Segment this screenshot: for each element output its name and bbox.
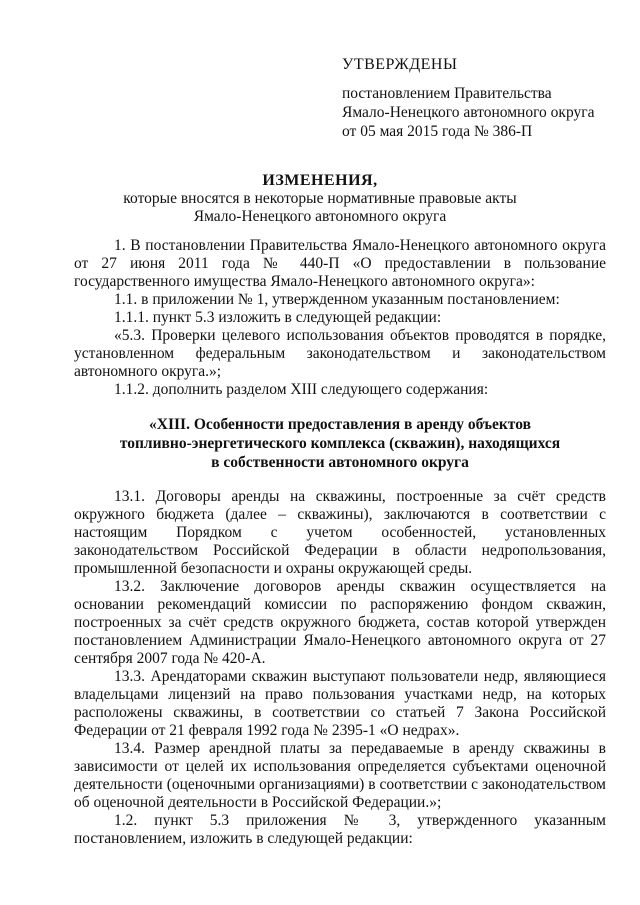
paragraph-1-1-1: 1.1.1. пункт 5.3 изложить в следующей редакции: — [114, 309, 442, 326]
clause-13-3: 13.3. Арендаторами скважин выступают пользователи недр, являющиеся владельцами лицензий на право пользования участками недр, на которых расположены скважины, в соответствии со статьей 7 Закона Российской Федерации от 21 февраля 1992 года № 2395-1 «О недрах». — [74, 668, 606, 739]
paragraph-5-3-text: «5.3. Проверки целевого использования объектов проводятся в порядке, установленном федеральным законодательством и законодательством автономного округа.»; — [74, 327, 606, 380]
section-heading-line-1: «XIII. Особенности предоставления в аренду объектов — [149, 416, 531, 433]
section-heading-line-3: в собственности автономного округа — [211, 454, 469, 471]
clause-13-4: 13.4. Размер арендной платы за передаваемые в аренду скважины в зависимости от целей их использования определяется субъектами оценочной деятельности (оценочными организациями) в соответствии с законодательством об оценочной деятельности в Российской Федерации.»; — [74, 740, 606, 811]
paragraph-1-2: 1.2. пункт 5.3 приложения № 3, утвержденного указанным постановлением, изложить в следующей редакции: — [74, 812, 606, 847]
document-body — [74, 237, 606, 848]
clause-13-1: 13.1. Договоры аренды на скважины, построенные за счёт средств окружного бюджета (далее – скважины), заключаются в соответствии с настоящим Порядком с учетом особенностей, установленных законодательством Российской Федерации в области недропользования, промышленной безопасности и охраны окружающей среды. — [74, 488, 606, 577]
paragraph-1-1: 1.1. в приложении № 1, утвержденном указанным постановлением: — [114, 291, 560, 308]
approval-line-3: от 05 мая 2015 года № 386-П — [342, 123, 533, 140]
document-subtitle-2: Ямало-Ненецкого автономного округа — [193, 208, 447, 225]
paragraph-1: 1. В постановлении Правительства Ямало-Ненецкого автономного округа от 27 июня 2011 года № 440-П «О предоставлении в пользование государственного имущества Ямало-Ненецкого автономного округа»: — [74, 237, 606, 290]
approval-heading: УТВЕРЖДЕНЫ — [342, 56, 458, 73]
section-xiii-heading — [74, 415, 606, 472]
document-title-block — [0, 172, 640, 226]
approval-line-1: постановлением Правительства — [342, 85, 552, 102]
approval-line-2: Ямало-Ненецкого автономного округа — [342, 104, 595, 121]
clause-13-2: 13.2. Заключение договоров аренды скважин осуществляется на основании рекомендаций комиссии по распоряжению фондом скважин, построенных за счёт средств окружного бюджета, состав которой утвержден постановлением Администрации Ямало-Ненецкого автономного округа от 27 сентября 2007 года № 420-А. — [74, 578, 606, 667]
document-subtitle-1: которые вносятся в некоторые нормативные правовые акты — [123, 190, 517, 207]
section-heading-line-2: топливно-энергетического комплекса (скважин), находящихся — [119, 435, 561, 452]
document-title: ИЗМЕНЕНИЯ, — [262, 172, 378, 189]
paragraph-1-1-2: 1.1.2. дополнить разделом XIII следующего содержания: — [114, 381, 489, 398]
approval-block — [342, 56, 632, 141]
